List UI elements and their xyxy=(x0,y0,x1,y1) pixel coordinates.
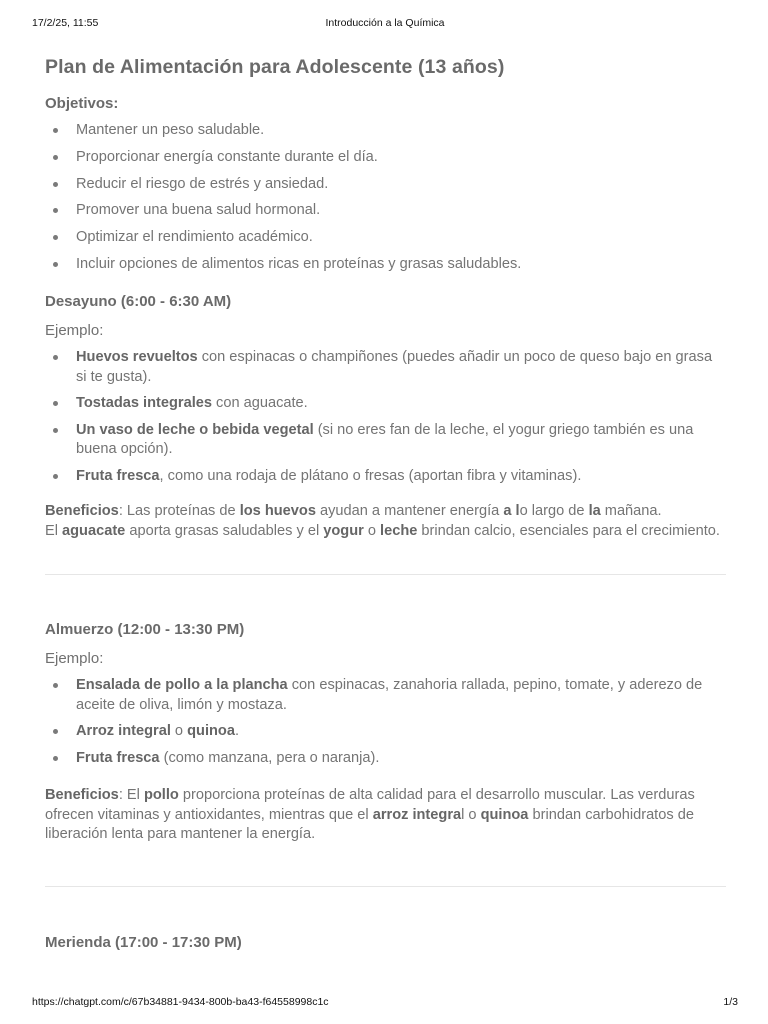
section-divider xyxy=(45,886,726,887)
bullet-icon xyxy=(53,262,58,267)
breakfast-list xyxy=(45,348,725,486)
lunch-benefits: Beneficios: El pollo proporciona proteínas de alta calidad para el desarrollo muscular. Las verduras ofrecen vitaminas y antioxidantes, mientras que el arroz integral o quinoa brindan carbohidratos de liberación lenta para mantener la energía. xyxy=(45,787,695,843)
list-item: Mantener un peso saludable. xyxy=(45,121,725,141)
lunch-heading: Almuerzo (12:00 - 13:30 PM) xyxy=(45,621,245,639)
print-url: https://chatgpt.com/c/67b34881-9434-800b-ba43-f64558998c1c xyxy=(32,996,329,1008)
bullet-icon xyxy=(53,401,58,406)
bullet-icon xyxy=(53,155,58,160)
breakfast-example-label: Ejemplo: xyxy=(45,322,104,340)
list-item: Fruta fresca, como una rodaja de plátano o fresas (aportan fibra y vitaminas). xyxy=(45,467,725,487)
list-item: Optimizar el rendimiento académico. xyxy=(45,228,725,248)
print-page-number: 1/3 xyxy=(723,996,738,1008)
snack-heading: Merienda (17:00 - 17:30 PM) xyxy=(45,933,242,951)
list-item: Arroz integral o quinoa. xyxy=(45,722,725,742)
list-item: Promover una buena salud hormonal. xyxy=(45,201,725,221)
print-datetime: 17/2/25, 11:55 xyxy=(32,17,99,29)
bullet-icon xyxy=(53,208,58,213)
lunch-list xyxy=(45,676,725,768)
list-item: Tostadas integrales con aguacate. xyxy=(45,394,725,414)
document-title: Plan de Alimentación para Adolescente (13 años) xyxy=(45,56,505,78)
bullet-icon xyxy=(53,128,58,133)
objectives-list xyxy=(45,121,725,274)
print-page-title: Introducción a la Química xyxy=(325,17,445,29)
bullet-icon xyxy=(53,428,58,433)
bullet-icon xyxy=(53,355,58,360)
list-item: Proporcionar energía constante durante el día. xyxy=(45,148,725,168)
print-footer xyxy=(32,996,738,1010)
bullet-icon xyxy=(53,756,58,761)
bullet-icon xyxy=(53,729,58,734)
list-item: Reducir el riesgo de estrés y ansiedad. xyxy=(45,175,725,195)
bullet-icon xyxy=(53,683,58,688)
list-item: Ensalada de pollo a la plancha con espinacas, zanahoria rallada, pepino, tomate, y aderezo de aceite de oliva, limón y mostaza. xyxy=(45,676,725,715)
list-item: Huevos revueltos con espinacas o champiñones (puedes añadir un poco de queso bajo en grasa si te gusta). xyxy=(45,348,725,387)
objectives-heading: Objetivos: xyxy=(45,95,119,112)
list-item: Incluir opciones de alimentos ricas en proteínas y grasas saludables. xyxy=(45,255,725,275)
breakfast-benefits: Beneficios: Las proteínas de los huevos ayudan a mantener energía a lo largo de la mañana. El aguacate aporta grasas saludables y el yogur o leche brindan calcio, esenciales para el crecimiento. xyxy=(45,503,720,539)
document-content xyxy=(45,54,725,953)
section-divider xyxy=(45,574,726,575)
list-item: Fruta fresca (como manzana, pera o naranja). xyxy=(45,749,725,769)
list-item: Un vaso de leche o bebida vegetal (si no eres fan de la leche, el yogur griego también es una buena opción). xyxy=(45,421,725,460)
bullet-icon xyxy=(53,182,58,187)
print-header xyxy=(32,17,738,31)
breakfast-heading: Desayuno (6:00 - 6:30 AM) xyxy=(45,293,232,311)
bullet-icon xyxy=(53,474,58,479)
lunch-example-label: Ejemplo: xyxy=(45,650,104,668)
bullet-icon xyxy=(53,235,58,240)
